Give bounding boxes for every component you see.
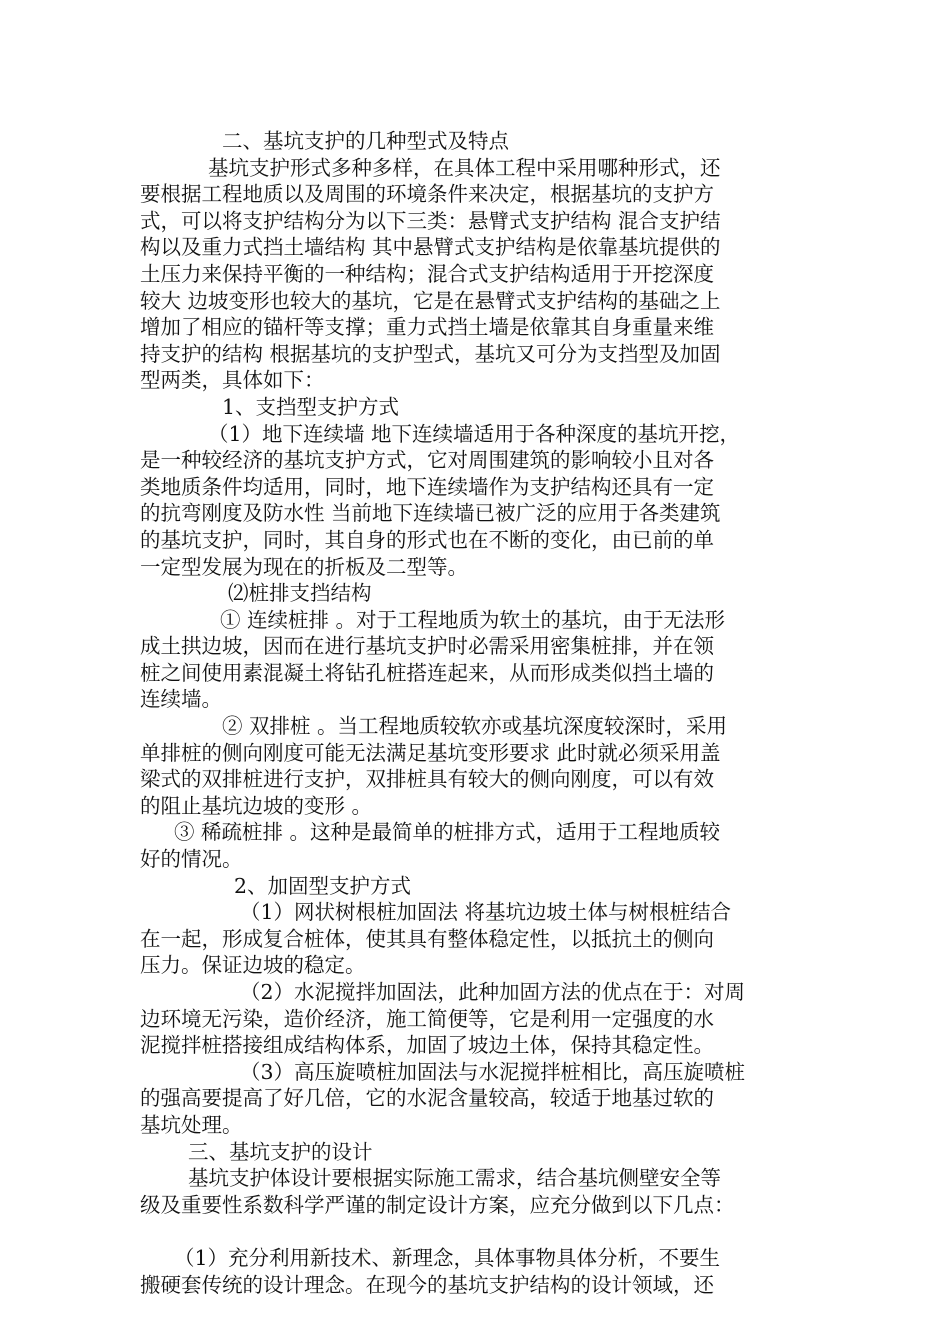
document-text-line: 型两类，具体如下：	[140, 368, 325, 393]
document-text-line: 土压力来保持平衡的一种结构；混合式支护结构适用于开挖深度	[140, 261, 714, 286]
document-text-line: 基坑支护体设计要根据实际施工需求，结合基坑侧壁安全等	[188, 1166, 721, 1191]
document-text-line: （1）网状树根桩加固法 将基坑边坡土体与树根桩结合	[240, 900, 732, 925]
document-text-line: （1）充分利用新技术、新理念，具体事物具体分析，不要生	[174, 1245, 721, 1270]
document-text-line: 一定型发展为现在的折板及二型等。	[140, 554, 468, 579]
document-text-line: 要根据工程地质以及周围的环境条件来决定，根据基坑的支护方	[140, 182, 714, 207]
document-text-line: 基坑支护形式多种多样，在具体工程中采用哪种形式，还	[208, 155, 721, 180]
document-text-line: 压力。保证边坡的稳定。	[140, 953, 366, 978]
document-text-line: ② 双排桩 。当工程地质较软亦或基坑深度较深时，采用	[222, 714, 728, 739]
document-text-line: 2、加固型支护方式	[234, 873, 412, 898]
document-text-line: 级及重要性系数科学严谨的制定设计方案，应充分做到以下几点：	[140, 1192, 735, 1217]
document-text-line: ③ 稀疏桩排 。这种是最简单的桩排方式，适用于工程地质较	[174, 820, 721, 845]
document-text-line: （2）水泥搅拌加固法，此种加固方法的优点在于：对周	[240, 980, 746, 1004]
document-text-line: 梁式的双排桩进行支护，双排桩具有较大的侧向刚度，可以有效	[140, 767, 714, 792]
document-text-line: 好的情况。	[140, 847, 243, 872]
document-text-line: 三、基坑支护的设计	[188, 1139, 373, 1164]
document-text-line: 的基坑支护，同时，其自身的形式也在不断的变化，由已前的单	[140, 527, 714, 552]
document-text-line: 连续墙。	[140, 687, 222, 712]
document-text-line: 基坑处理。	[140, 1112, 243, 1137]
document-text-line: 是一种较经济的基坑支护方式，它对周围建筑的影响较小且对各	[140, 448, 714, 473]
document-text-line: （3）高压旋喷桩加固法与水泥搅拌桩相比，高压旋喷桩	[240, 1059, 746, 1084]
document-text-line: 的抗弯刚度及防水性 当前地下连续墙已被广泛的应用于各类建筑	[140, 501, 721, 526]
document-text-line: 的强高要提高了好几倍，它的水泥含量较高，较适于地基过软的	[140, 1086, 714, 1111]
document-text-line: 成土拱边坡，因而在进行基坑支护时必需采用密集桩排，并在领	[140, 634, 714, 659]
document-text-line: 边环境无污染，造价经济，施工简便等，它是利用一定强度的水	[140, 1006, 714, 1031]
document-text-line: 搬硬套传统的设计理念。在现今的基坑支护结构的设计领域，还	[140, 1272, 714, 1297]
document-text-line: 较大 边坡变形也较大的基坑，它是在悬臂式支护结构的基础之上	[140, 288, 721, 313]
document-body	[140, 128, 790, 1298]
document-text-line: 泥搅拌桩搭接组成结构体系，加固了坡边土体，保持其稳定性。	[140, 1033, 714, 1058]
document-text-line: 在一起，形成复合桩体，使其具有整体稳定性，以抵抗土的侧向	[140, 926, 714, 951]
document-text-line: 桩之间使用素混凝土将钻孔桩搭连起来，从而形成类似挡土墙的	[140, 660, 714, 685]
document-text-line: 二、基坑支护的几种型式及特点	[222, 129, 509, 153]
document-text-line: 增加了相应的锚杆等支撑；重力式挡土墙是依靠其自身重量来维	[140, 315, 714, 340]
blank-line	[140, 1218, 790, 1245]
document-text-line: 式，可以将支护结构分为以下三类：悬臂式支护结构 混合支护结	[140, 208, 721, 233]
document-text-line: 类地质条件均适用，同时，地下连续墙作为支护结构还具有一定	[140, 474, 714, 499]
document-text-line: ① 连续桩排 。对于工程地质为软土的基坑，由于无法形	[220, 607, 726, 632]
document-text-line: 的阻止基坑边坡的变形 。	[140, 793, 373, 818]
document-text-line: 持支护的结构 根据基坑的支护型式，基坑又可分为支挡型及加固	[140, 341, 721, 366]
document-text-line: 构以及重力式挡土墙结构 其中悬臂式支护结构是依靠基坑提供的	[140, 235, 721, 260]
document-text-line: ⑵桩排支挡结构	[228, 581, 372, 606]
document-text-line: 单排桩的侧向刚度可能无法满足基坑变形要求 此时就必须采用盖	[140, 740, 721, 765]
document-text-line: 1、支挡型支护方式	[222, 394, 400, 419]
document-text-line: （1）地下连续墙 地下连续墙适用于各种深度的基坑开挖，	[208, 421, 741, 446]
